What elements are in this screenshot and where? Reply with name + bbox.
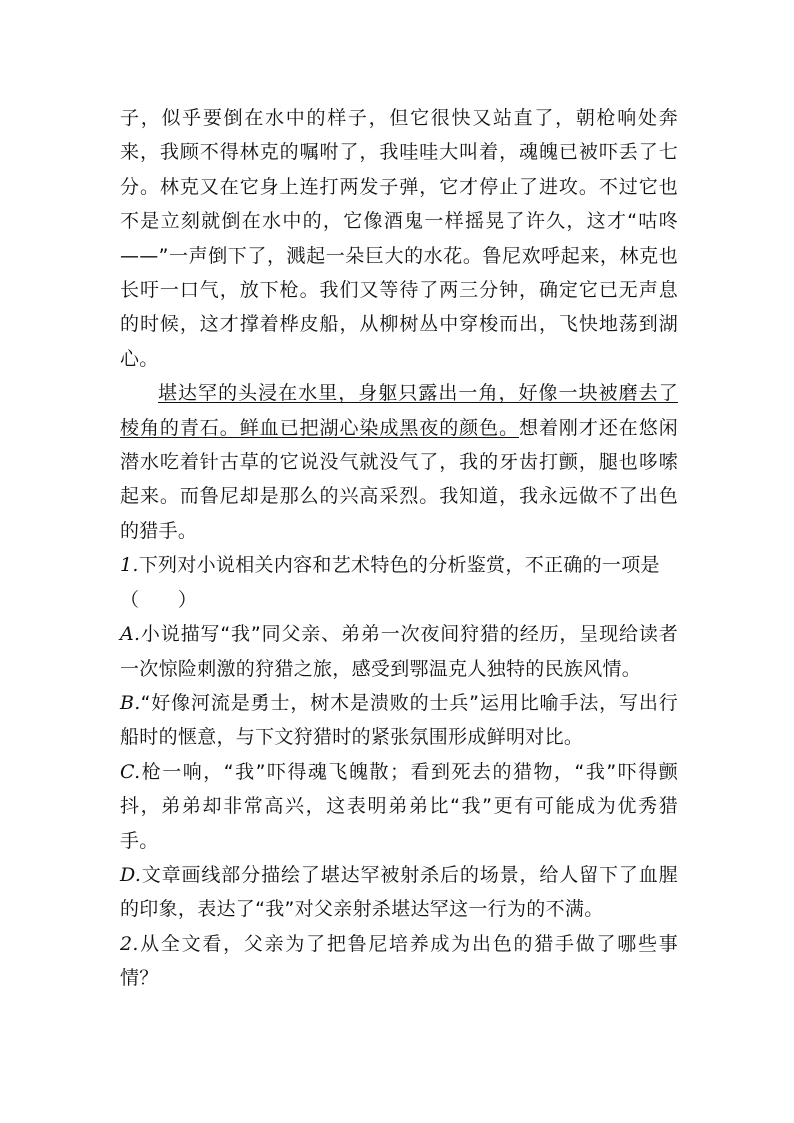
option-c-letter: C. [120,760,141,783]
option-a-letter: A. [120,623,141,646]
option-b [120,686,678,755]
question-1-text: 下列对小说相关内容和艺术特色的分析鉴赏，不正确的一项是 [138,554,660,577]
question-2-number: 2. [120,932,139,955]
passage-paragraph-1-text: 子，似乎要倒在水中的样子，但它很快又站直了，朝枪响处奔来，我顾不得林克的嘱咐了，我哇哇大叫着，魂魄已被吓丢了七分。林克又在它身上连打两发子弹，它才停止了进攻。不过它也不是立刻就倒在水中的，它像酒鬼一样摇晃了许久，这才“咕咚——”一声倒下了，溅起一朵巨大的水花。鲁尼欢呼起来，林克也长吁一口气，放下枪。我们又等待了两三分钟，确定它已无声息的时候，这才撑着桦皮船，从柳树丛中穿梭而出，飞快地荡到湖心。 [120,107,678,370]
passage-paragraph-1 [120,101,678,376]
option-d-text: 文章画线部分描绘了堪达罕被射杀后的场景，给人留下了血腥的印象，表达了“我”对父亲射杀堪达罕这一行为的不满。 [120,863,678,921]
option-c-text: 枪一响，“我”吓得魂飞魄散；看到死去的猎物，“我”吓得颤抖，弟弟却非常高兴，这表明弟弟比“我”更有可能成为优秀猎手。 [120,760,678,852]
option-d-letter: D. [120,863,142,886]
option-c [120,755,678,858]
option-d [120,858,678,927]
question-2 [120,927,678,996]
question-1-stem [120,548,678,582]
question-1-number: 1. [120,554,139,577]
question-1-answer-blank [120,583,678,617]
underlined-passage: 堪达罕的头浸在水里，身躯只露出一角，好像一块被磨去了棱角的青石。鲜血已把湖心染成黑夜的颜色。 [120,382,678,439]
passage-paragraph-2 [120,376,678,548]
option-a [120,617,678,686]
passage-paragraph-2-rest: 想着刚才还在悠闲潜水吃着针古草的它说没气就没气了，我的牙齿打颤，腿也哆嗦起来。而鲁尼却是那么的兴高采烈。我知道，我永远做不了出色的猎手。 [120,416,678,542]
option-b-letter: B. [120,691,141,714]
option-b-text: “好像河流是勇士，树木是溃败的士兵”运用比喻手法，写出行船时的惬意，与下文狩猎时的紧张氛围形成鲜明对比。 [120,691,678,749]
option-a-text: 小说描写“我”同父亲、弟弟一次夜间狩猎的经历，呈现给读者一次惊险刺激的狩猎之旅，感受到鄂温克人独特的民族风情。 [120,623,678,680]
question-2-text: 从全文看，父亲为了把鲁尼培养成为出色的猎手做了哪些事情？ [120,932,678,990]
document-content [120,101,678,996]
answer-blank: （ ） [120,588,198,611]
